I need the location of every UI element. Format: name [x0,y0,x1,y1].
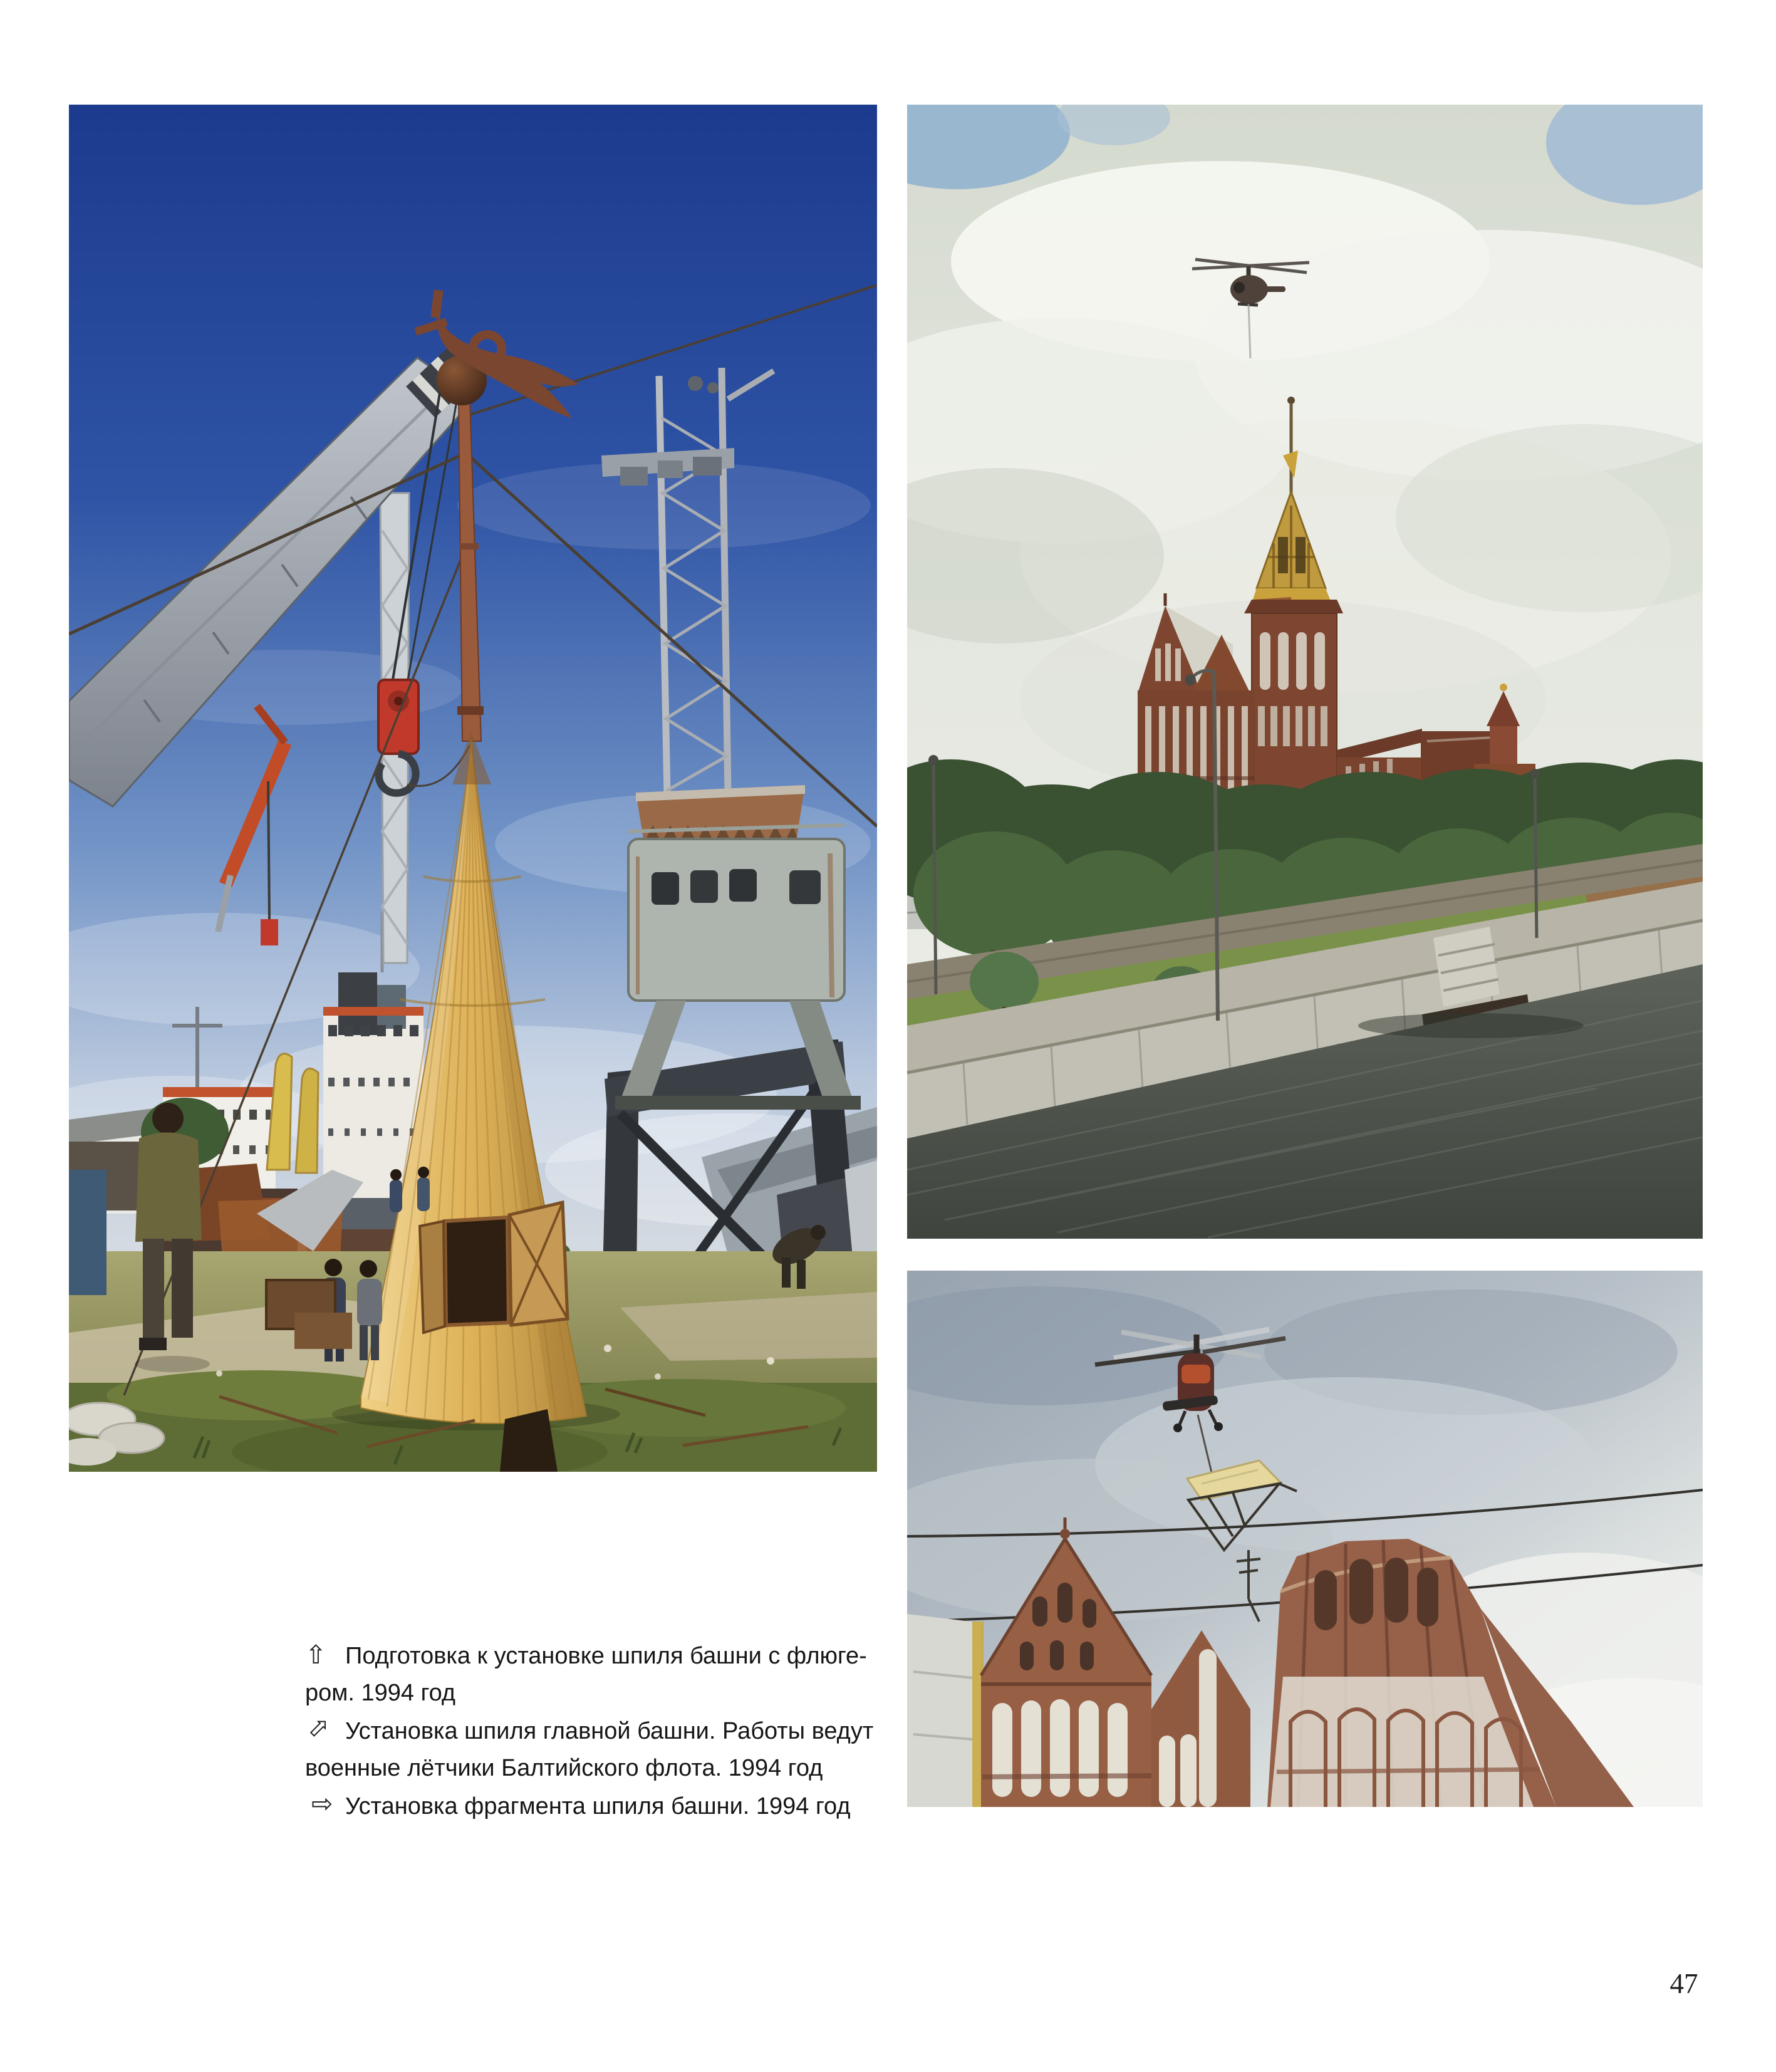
caption-arrow-up-icon: ⇧ [305,1640,327,1669]
caption-line [305,1675,894,1712]
photo-helicopter-over-cathedral [907,105,1703,1239]
caption-line [300,1710,894,1750]
caption-line [305,1750,894,1787]
photo-spire-preparation [69,105,877,1472]
caption-line [305,1787,894,1825]
caption-text: Установка фрагмента шпиля башни. 1994 год [345,1793,851,1820]
cathedral-scene [907,105,1703,1239]
caption-text: военные лётчики Балтийского флота. 1994 год [305,1755,823,1781]
caption-text: Установка шпиля главной башни. Работы ведут [345,1718,874,1744]
caption-block [300,1637,894,1825]
page-number: 47 [1670,1968,1698,1999]
caption-line [305,1637,894,1675]
caption-text: ром. 1994 год [305,1680,456,1706]
concrete-wall-fragment [907,1614,984,1807]
spire-preparation-scene [69,105,877,1472]
caption-arrow-right-icon: ⇧ [306,1793,336,1815]
river-steps [1433,927,1500,1007]
ruins-lift-scene [907,1271,1703,1807]
caption-arrow-up-right-icon: ⇧ [300,1710,336,1747]
caption-text: Подготовка к установке шпиля башни с флюге- [345,1643,867,1669]
photo-spire-fragment-lift [907,1271,1703,1807]
hatch-opening [420,1202,568,1333]
